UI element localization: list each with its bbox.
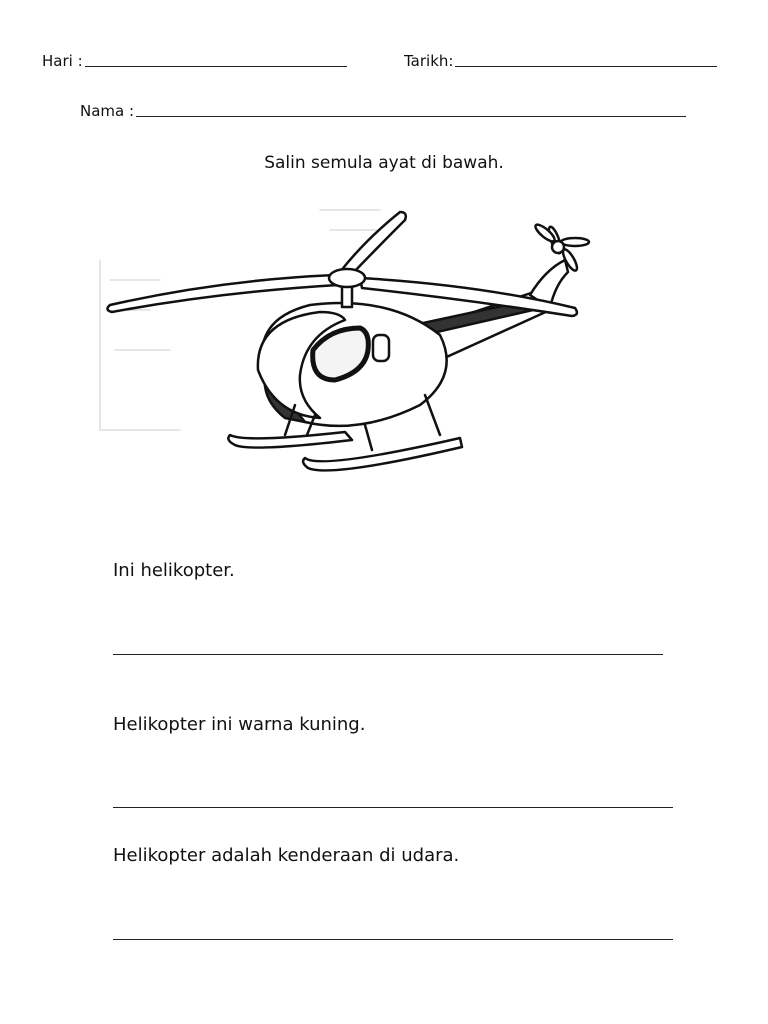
- hari-blank-line[interactable]: [85, 65, 347, 67]
- rotor-blade-top: [340, 212, 406, 274]
- answer-line-1[interactable]: [113, 653, 663, 655]
- rotor-hub: [329, 269, 365, 287]
- small-window: [373, 335, 389, 361]
- helicopter-illustration: [90, 200, 600, 490]
- tarikh-blank-line[interactable]: [455, 65, 717, 67]
- sentence-1: Ini helikopter.: [113, 560, 235, 581]
- rotor-mast: [342, 285, 352, 307]
- instruction-text: Salin semula ayat di bawah.: [264, 153, 504, 173]
- hari-field: [42, 52, 347, 70]
- answer-line-3[interactable]: [113, 938, 673, 940]
- sentence-3: Helikopter adalah kenderaan di udara.: [113, 845, 460, 866]
- tarikh-label: Tarikh:: [404, 52, 454, 70]
- sentence-2: Helikopter ini warna kuning.: [113, 714, 366, 735]
- skid-left: [228, 432, 352, 448]
- tarikh-field: [404, 52, 717, 70]
- nama-blank-line[interactable]: [136, 115, 686, 117]
- nama-field: [80, 102, 686, 120]
- hari-label: Hari :: [42, 52, 83, 70]
- nama-label: Nama :: [80, 102, 135, 120]
- answer-line-2[interactable]: [113, 806, 673, 808]
